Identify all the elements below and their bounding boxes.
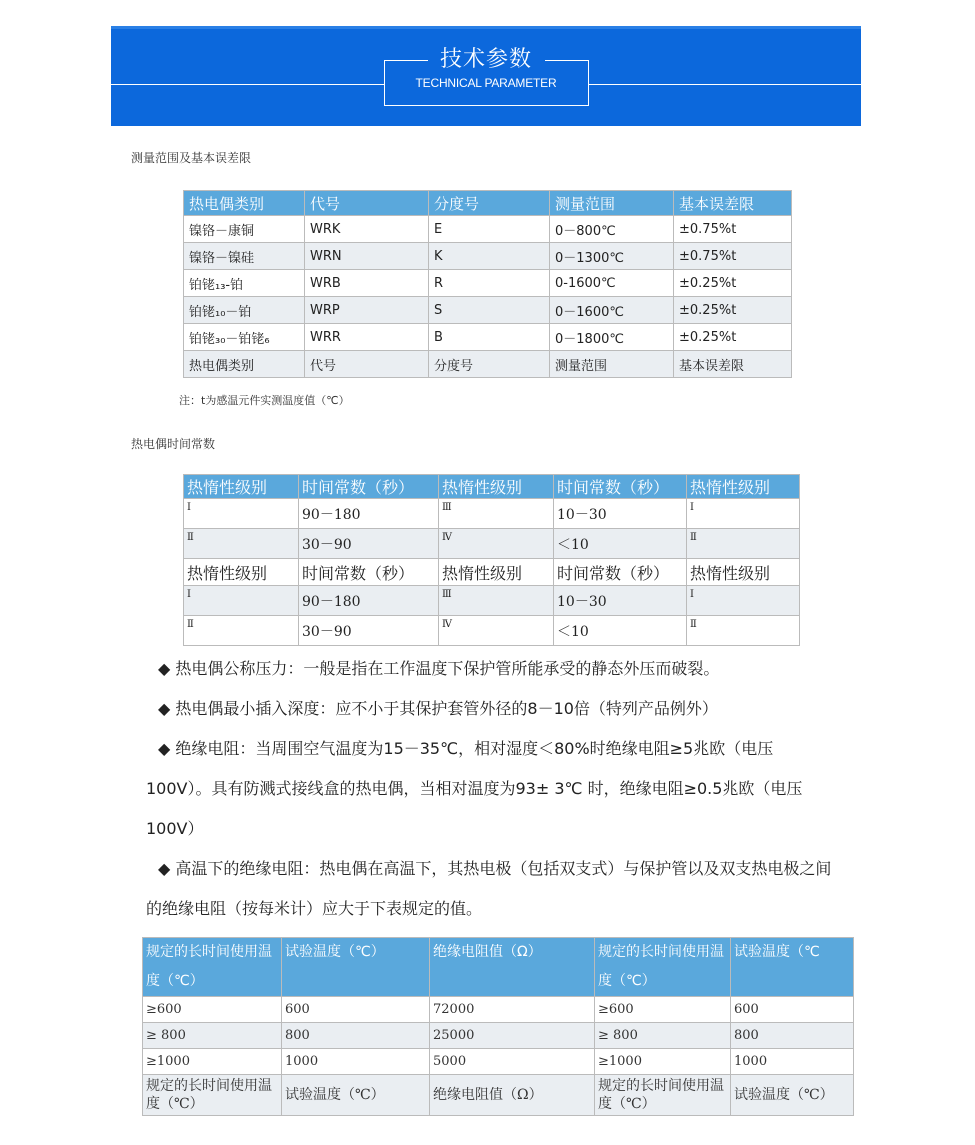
header-cell: 绝缘电阻值（Ω）	[430, 938, 595, 997]
section-title-time-constant: 热电偶时间常数	[131, 437, 216, 451]
table-cell: ≥1000	[143, 1049, 282, 1075]
table-cell: ±0.25%t	[674, 270, 792, 297]
table-cell: 72000	[430, 997, 595, 1023]
table-cell: 0－1800℃	[550, 324, 674, 351]
table-row	[184, 529, 800, 559]
table-row	[184, 586, 800, 616]
table-cell: E	[429, 216, 550, 243]
paragraph-insulation-resistance: ◆ 绝缘电阻：当周围空气温度为15－35℃，相对湿度＜80%时绝缘电阻≥5兆欧（电压100V）。具有防溅式接线盒的热电偶，当相对温度为93± 3℃ 时，绝缘电阻≥0.5兆欧（电压100V）	[146, 739, 803, 838]
table-cell: 铂铑₁₃-铂	[184, 270, 305, 297]
header-cell: 热惰性级别	[184, 475, 299, 499]
table-cell: 90－180	[299, 586, 439, 616]
table-cell: 热惰性级别	[184, 559, 299, 586]
table-row	[184, 351, 792, 378]
header-cell: 规定的长时间使用温度（℃）	[143, 938, 282, 997]
table-cell: 5000	[430, 1049, 595, 1075]
table-cell: Ⅰ	[687, 499, 800, 529]
table-cell: Ⅱ	[184, 616, 299, 646]
header-cell: 试验温度（℃）	[282, 938, 430, 997]
table-cell: 分度号	[429, 351, 550, 378]
table-cell: 规定的长时间使用温度（℃）	[595, 1075, 731, 1116]
table-cell: 600	[731, 997, 854, 1023]
table-cell: 镍铬－康铜	[184, 216, 305, 243]
table-header-row	[143, 938, 854, 997]
table-cell: Ⅱ	[687, 616, 800, 646]
paragraph-insertion-depth: ◆ 热电偶最小插入深度：应不小于其保护套管外径的8－10倍（特列产品例外）	[158, 699, 718, 718]
table-cell: 热电偶类别	[184, 351, 305, 378]
table-cell: Ⅱ	[184, 529, 299, 559]
header-cell: 试验温度（℃	[731, 938, 854, 997]
table-note: 注：t为感温元件实测温度值（℃）	[179, 394, 350, 407]
table-cell: ±0.25%t	[674, 297, 792, 324]
table-cell: Ⅳ	[439, 529, 554, 559]
page-subtitle: TECHNICAL PARAMETER	[415, 76, 557, 90]
table-cell: 1000	[282, 1049, 430, 1075]
header-cell: 时间常数（秒）	[299, 475, 439, 499]
table-cell: WRP	[305, 297, 429, 324]
header-cell: 热惰性级别	[687, 475, 800, 499]
header-cell: 代号	[305, 191, 429, 216]
table-cell: Ⅰ	[184, 586, 299, 616]
table-cell: Ⅰ	[687, 586, 800, 616]
header-cell: 基本误差限	[674, 191, 792, 216]
table-row	[184, 216, 792, 243]
table-cell: 时间常数（秒）	[299, 559, 439, 586]
table-cell: 时间常数（秒）	[554, 559, 687, 586]
table-cell: 10－30	[554, 499, 687, 529]
header-banner	[111, 26, 861, 126]
table-row	[184, 297, 792, 324]
table-row	[143, 997, 854, 1023]
table-cell: 0－800℃	[550, 216, 674, 243]
table-cell: ±0.75%t	[674, 243, 792, 270]
table-cell: 测量范围	[550, 351, 674, 378]
table-cell: Ⅱ	[687, 529, 800, 559]
table-row	[143, 1023, 854, 1049]
table-cell: 规定的长时间使用温度（℃）	[143, 1075, 282, 1116]
table-cell: ＜10	[554, 616, 687, 646]
table-cell: 25000	[430, 1023, 595, 1049]
table-cell: 600	[282, 997, 430, 1023]
header-cell: 热电偶类别	[184, 191, 305, 216]
page-title: 技术参数	[439, 47, 532, 72]
header-cell: 分度号	[429, 191, 550, 216]
table-cell: 1000	[731, 1049, 854, 1075]
table-cell: ±0.25%t	[674, 324, 792, 351]
table-cell: ≥600	[595, 997, 731, 1023]
table-cell: 30－90	[299, 529, 439, 559]
table-cell: 试验温度（℃）	[731, 1075, 854, 1116]
paragraph-nominal-pressure: ◆ 热电偶公称压力：一般是指在工作温度下保护管所能承受的静态外压而破裂。	[158, 659, 720, 678]
table-row	[184, 243, 792, 270]
header-cell: 时间常数（秒）	[554, 475, 687, 499]
table-cell: Ⅲ	[439, 499, 554, 529]
table-cell: S	[429, 297, 550, 324]
table-cell: WRN	[305, 243, 429, 270]
table-cell: ±0.75%t	[674, 216, 792, 243]
table-cell: 0-1600℃	[550, 270, 674, 297]
header-cell: 热惰性级别	[439, 475, 554, 499]
table-cell: 0－1600℃	[550, 297, 674, 324]
section-title-measurement-range: 测量范围及基本误差限	[131, 151, 252, 165]
table-cell: 铂铑₁₀－铂	[184, 297, 305, 324]
table-cell: 代号	[305, 351, 429, 378]
measurement-range-table	[183, 190, 792, 378]
header-cell: 测量范围	[550, 191, 674, 216]
paragraph-high-temp-insulation: ◆ 高温下的绝缘电阻：热电偶在高温下，其热电极（包括双支式）与保护管以及双支热电极之间的绝缘电阻（按每米计）应大于下表规定的值。	[146, 859, 832, 918]
table-header-row	[184, 475, 800, 499]
table-cell: ≥600	[143, 997, 282, 1023]
table-row	[184, 559, 800, 586]
table-cell: 热惰性级别	[687, 559, 800, 586]
table-cell: 铂铑₃₀－铂铑₆	[184, 324, 305, 351]
table-cell: WRB	[305, 270, 429, 297]
header-cell: 规定的长时间使用温度（℃）	[595, 938, 731, 997]
table-cell: 10－30	[554, 586, 687, 616]
table-cell: 800	[731, 1023, 854, 1049]
table-cell: 800	[282, 1023, 430, 1049]
table-cell: R	[429, 270, 550, 297]
insulation-resistance-table	[142, 937, 854, 1116]
table-row	[184, 616, 800, 646]
table-cell: B	[429, 324, 550, 351]
table-row	[184, 324, 792, 351]
time-constant-table	[183, 474, 800, 646]
table-cell: 30－90	[299, 616, 439, 646]
table-cell: ≥ 800	[143, 1023, 282, 1049]
table-row	[143, 1075, 854, 1116]
table-row	[184, 270, 792, 297]
table-cell: WRK	[305, 216, 429, 243]
table-cell: 基本误差限	[674, 351, 792, 378]
table-cell: Ⅳ	[439, 616, 554, 646]
table-cell: 试验温度（℃）	[282, 1075, 430, 1116]
table-cell: Ⅲ	[439, 586, 554, 616]
table-cell: 绝缘电阻值（Ω）	[430, 1075, 595, 1116]
table-cell: 热惰性级别	[439, 559, 554, 586]
table-cell: 0－1300℃	[550, 243, 674, 270]
table-cell: Ⅰ	[184, 499, 299, 529]
table-cell: ≥1000	[595, 1049, 731, 1075]
table-cell: 90－180	[299, 499, 439, 529]
table-cell: ＜10	[554, 529, 687, 559]
table-header-row	[184, 191, 792, 216]
table-cell: ≥ 800	[595, 1023, 731, 1049]
table-cell: 镍铬－镍硅	[184, 243, 305, 270]
table-row	[143, 1049, 854, 1075]
table-cell: K	[429, 243, 550, 270]
table-row	[184, 499, 800, 529]
table-cell: WRR	[305, 324, 429, 351]
